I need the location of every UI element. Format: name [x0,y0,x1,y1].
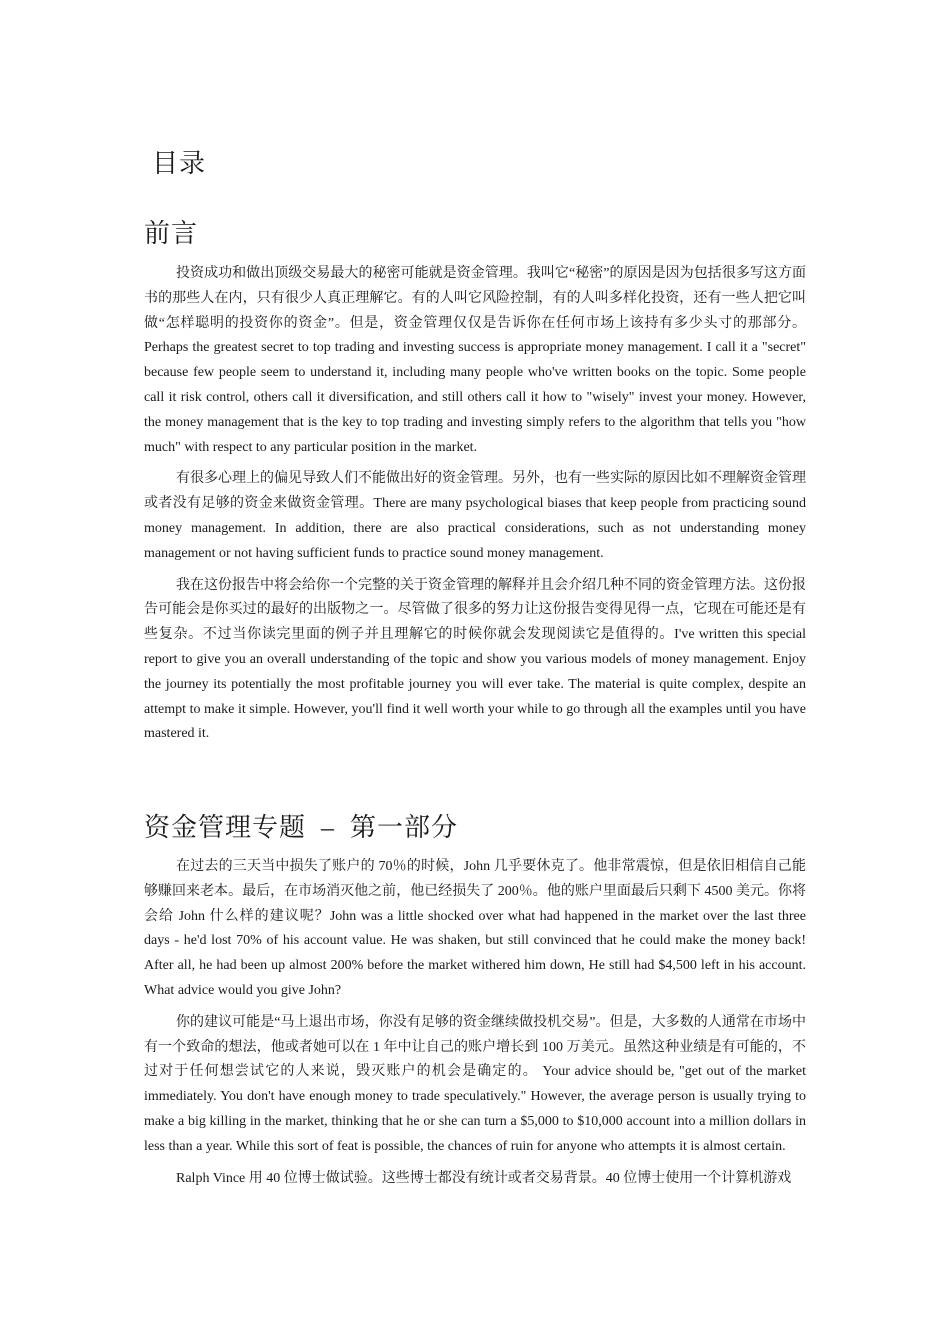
preface-paragraph-2: 有很多心理上的偏见导致人们不能做出好的资金管理。另外，也有一些实际的原因比如不理解资金管理或者没有足够的资金来做资金管理。There are many psychological biases that keep people from practicing sound money management. In addition, there are also practical considerations, such as not understanding money management or not having sufficient funds to practice sound money management. [144,471,806,561]
preface-paragraph-3: 我在这份报告中将会给你一个完整的关于资金管理的解释并且会介绍几种不同的资金管理方法。这份报告可能会是你买过的最好的出版物之一。尽管做了很多的努力让这份报告变得见得一点，它现在可能还是有些复杂。不过当你读完里面的例子并且理解它的时候你就会发现阅读它是值得的。I've written this special report to give you an overall understanding of the topic and show you various models of money management. Enjoy the journey its potentially the most profitable journey you will ever take. The material is quite complex, despite an attempt to make it simple. However, you'll find it well worth your while to go through all the examples until you have mastered it. [144,577,806,742]
preface-paragraph-1: 投资成功和做出顶级交易最大的秘密可能就是资金管理。我叫它“秘密”的原因是因为包括很多写这方面书的那些人在内，只有很少人真正理解它。有的人叫它风险控制，有的人叫多样化投资，还有一些人把它叫做“怎样聪明的投资你的资金”。但是，资金管理仅仅是告诉你在任何市场上该持有多少头寸的那部分。Perhaps the greatest secret to top trading and investing success is appropriate money management. I call it a "secret" because few people seem to understand it, including many people who've written books on the topic. Some people call it risk control, others call it diversification, and still others call it how to "wisely" invest your money. However, the money management that is the key to top trading and investing simply refers to the algorithm that tells you "how much" with respect to any particular position in the market. [144,266,806,455]
toc-heading: 目录 [152,149,207,178]
preface-heading: 前言 [144,219,199,248]
part-one-paragraph-2: 你的建议可能是“马上退出市场，你没有足够的资金继续做投机交易”。但是，大多数的人通常在市场中有一个致命的想法，他或者她可以在 1 年中让自己的账户增长到 100 万美元。虽然这种业绩是有可能的，不过对于任何想尝试它的人来说，毁灭账户的机会是确定的。 Your advice should be, "get out of the market immediately. You don't have enough money to trade speculatively." However, the average person is usually trying to make a big killing in the market, thinking that he or she can turn a $5,000 to $10,000 account into a million dollars in less than a year. While this sort of feat is possible, the chances of ruin for anyone who attempts it is almost certain. [144,1014,806,1154]
part-one-heading: 资金管理专题 – 第一部分 [144,813,459,842]
part-one-section [144,855,806,1198]
part-one-paragraph-3: Ralph Vince 用 40 位博士做试验。这些博士都没有统计或者交易背景。40 位博士使用一个计算机游戏 [176,1170,792,1186]
preface-section [144,262,806,754]
part-one-paragraph-1: 在过去的三天当中损失了账户的 70％的时候，John 几乎要休克了。他非常震惊，但是依旧相信自己能够赚回来老本。最后，在市场消灭他之前，他已经损失了 200％。他的账户里面最后只剩下 4500 美元。你将会给 John 什么样的建议呢？John was a little shocked over what had happened in the market over the last three days - he'd lost 70% of his account value. He was shaken, but still convinced that he could make the money back! After all, he had been up almost 200% before the market withered him down, He still had $4,500 left in his account. What advice would you give John? [144,859,806,998]
